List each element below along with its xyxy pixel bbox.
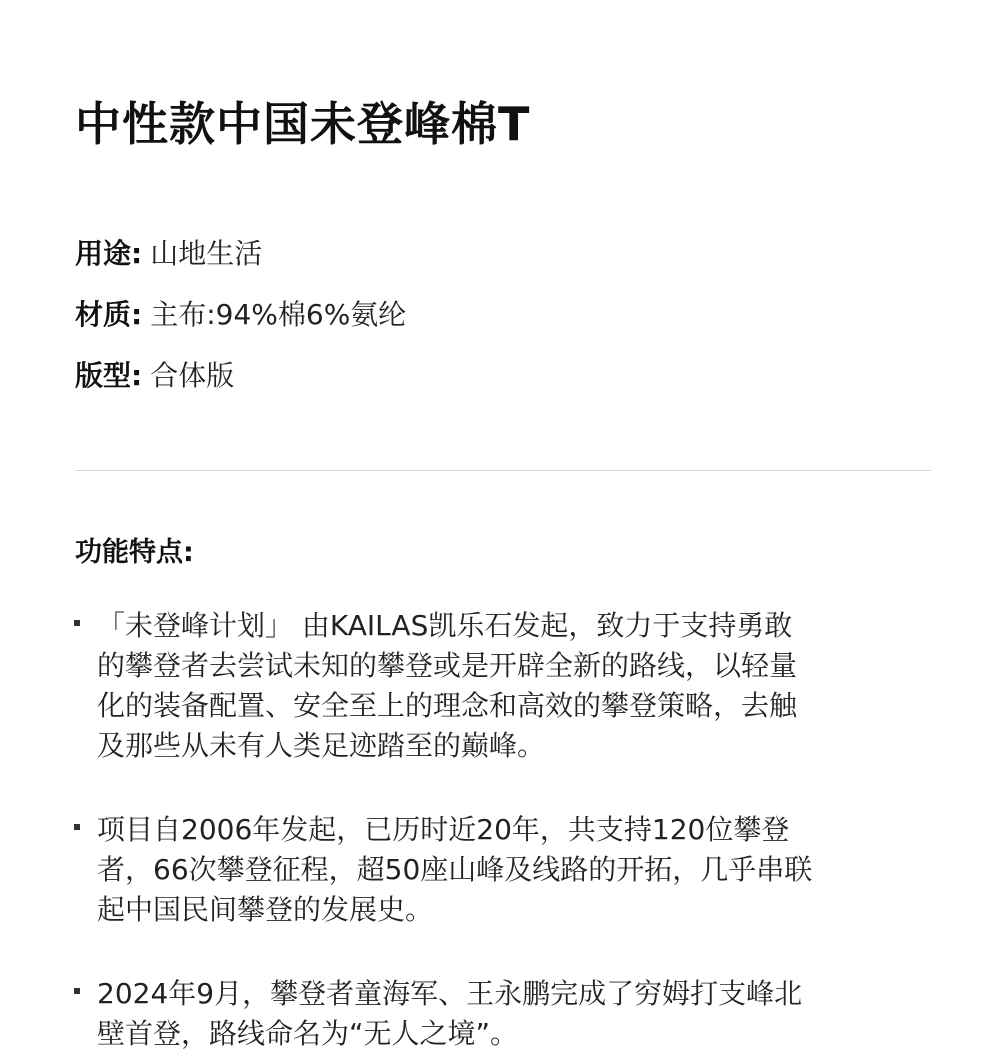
feature-line: 项目自2006年发起，已历时近20年，共支持120位攀登	[97, 813, 790, 846]
bullet-square-icon	[74, 824, 80, 830]
spec-label: 版型	[75, 359, 132, 392]
product-title: 中性款中国未登峰棉T	[75, 97, 531, 151]
feature-line: 者，66次攀登征程，超50座山峰及线路的开拓，几乎串联	[97, 853, 813, 886]
spec-list	[75, 230, 406, 413]
feature-paragraph	[97, 810, 812, 930]
spec-value: 合体版	[150, 359, 235, 392]
feature-line: 及那些从未有人类足迹踏至的巅峰。	[97, 729, 546, 762]
spec-label: 材质	[75, 298, 132, 331]
spec-separator: :	[131, 298, 143, 331]
spec-row-material	[75, 291, 406, 352]
feature-line: 2024年9月，攀登者童海军、王永鹏完成了穷姆打支峰北	[97, 977, 803, 1010]
feature-paragraph	[97, 974, 802, 1054]
bullet-square-icon	[74, 988, 80, 994]
spec-label: 用途	[75, 237, 132, 270]
feature-line: 起中国民间攀登的发展史。	[97, 893, 434, 926]
spec-row-fit	[75, 352, 406, 413]
spec-separator: :	[131, 359, 143, 392]
feature-line: 「未登峰计划」 由KAILAS凯乐石发起，致力于支持勇敢	[97, 609, 793, 642]
feature-paragraph	[97, 606, 797, 766]
feature-line: 的攀登者去尝试未知的攀登或是开辟全新的路线，以轻量	[97, 649, 798, 682]
spec-value: 山地生活	[150, 237, 263, 270]
spec-value: 主布:94%棉6%氨纶	[150, 298, 407, 331]
bullet-square-icon	[74, 620, 80, 626]
spec-row-usage	[75, 230, 406, 291]
features-heading: 功能特点:	[75, 537, 194, 568]
feature-line: 化的装备配置、安全至上的理念和高效的攀登策略，去触	[97, 689, 798, 722]
section-divider	[75, 470, 931, 471]
feature-line: 壁首登，路线命名为“无人之境”。	[97, 1017, 519, 1050]
spec-separator: :	[131, 237, 143, 270]
